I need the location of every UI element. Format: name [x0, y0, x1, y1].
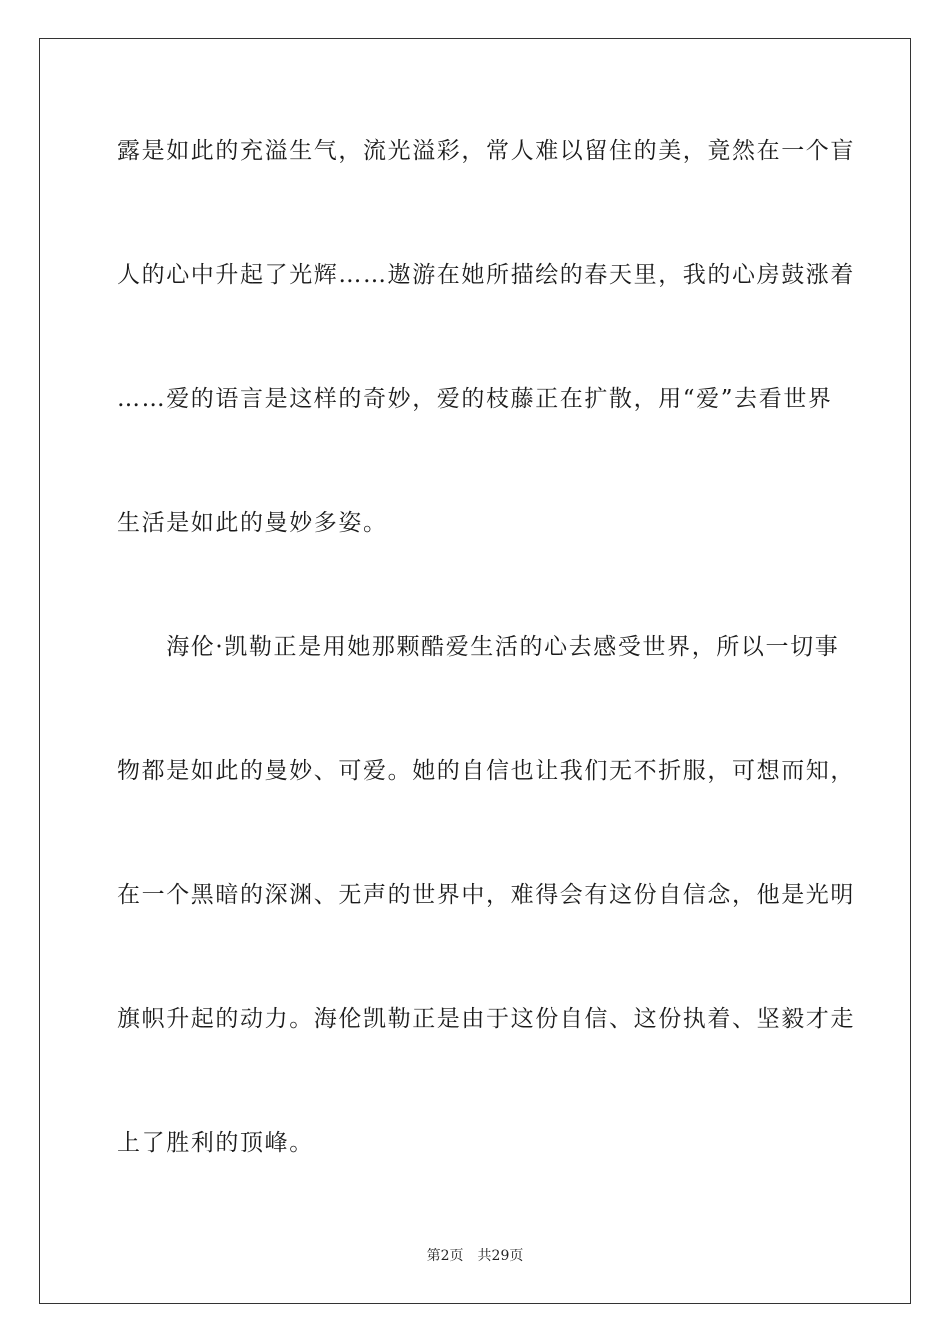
- page-border: [39, 38, 911, 1304]
- text-line-4: 生活是如此的曼妙多姿。: [117, 510, 388, 536]
- text-line-6: 物都是如此的曼妙、可爱。她的自信也让我们无不折服，可想而知，: [117, 758, 855, 784]
- text-line-3: ……爱的语言是这样的奇妙，爱的枝藤正在扩散，用“爱”去看世界: [117, 386, 833, 412]
- text-line-1: 露是如此的充溢生气，流光溢彩，常人难以留住的美，竟然在一个盲: [117, 138, 855, 164]
- text-line-9: 上了胜利的顶峰。: [117, 1130, 314, 1156]
- text-line-5: 海伦·凯勒正是用她那颗酷爱生活的心去感受世界，所以一切事: [117, 634, 840, 660]
- text-line-7: 在一个黑暗的深渊、无声的世界中，难得会有这份自信念，他是光明: [117, 882, 855, 908]
- page-number-footer: 第2页 共29页: [426, 1248, 524, 1264]
- text-line-2: 人的心中升起了光辉……遨游在她所描绘的春天里，我的心房鼓涨着: [117, 262, 855, 288]
- text-line-8: 旗帜升起的动力。海伦凯勒正是由于这份自信、这份执着、坚毅才走: [117, 1006, 855, 1032]
